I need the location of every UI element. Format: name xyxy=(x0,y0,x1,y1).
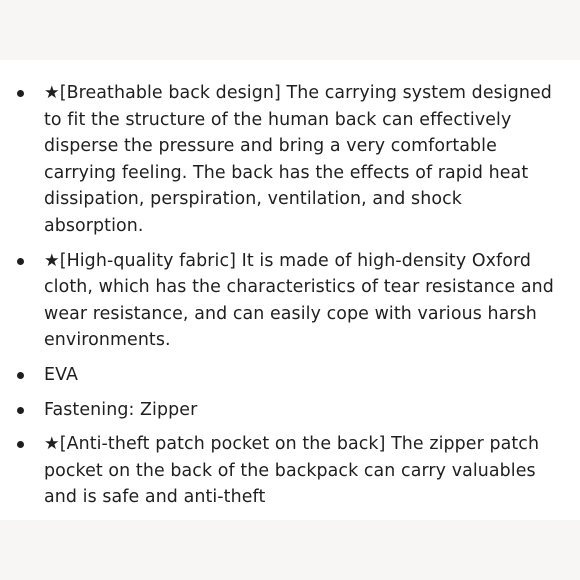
feature-bullet-text: ★[Breathable back design] The carrying system designed to fit the structure of the human back can effectively disperse the pressure and bring a very comfortable carrying feeling. The back has the effects of rapid heat dissipation, perspiration, ventilation, and shock absorption. xyxy=(44,83,552,236)
feature-bullet-breathable-back xyxy=(0,80,580,240)
feature-bullet-text: EVA xyxy=(44,364,78,385)
feature-bullet-anti-theft-pocket xyxy=(0,431,580,511)
feature-bullet-text: ★[High-quality fabric] It is made of high-density Oxford cloth, which has the characteristics of tear resistance and wear resistance, and can easily cope with various harsh environments. xyxy=(44,250,554,351)
feature-bullets-panel xyxy=(0,60,580,520)
feature-bullet-material xyxy=(0,362,580,389)
feature-bullet-text: ★[Anti-theft patch pocket on the back] The zipper patch pocket on the back of the backpack can carry valuables and is safe and anti-theft xyxy=(44,434,540,508)
bullet-dot-icon xyxy=(17,441,24,448)
feature-bullet-fastening xyxy=(0,397,580,424)
bullet-dot-icon xyxy=(17,372,24,379)
feature-bullet-fabric xyxy=(0,248,580,354)
bullet-dot-icon xyxy=(17,90,24,97)
feature-bullet-list xyxy=(0,80,580,519)
bullet-dot-icon xyxy=(17,407,24,414)
feature-bullet-text: Fastening: Zipper xyxy=(44,399,198,420)
bullet-dot-icon xyxy=(17,258,24,265)
